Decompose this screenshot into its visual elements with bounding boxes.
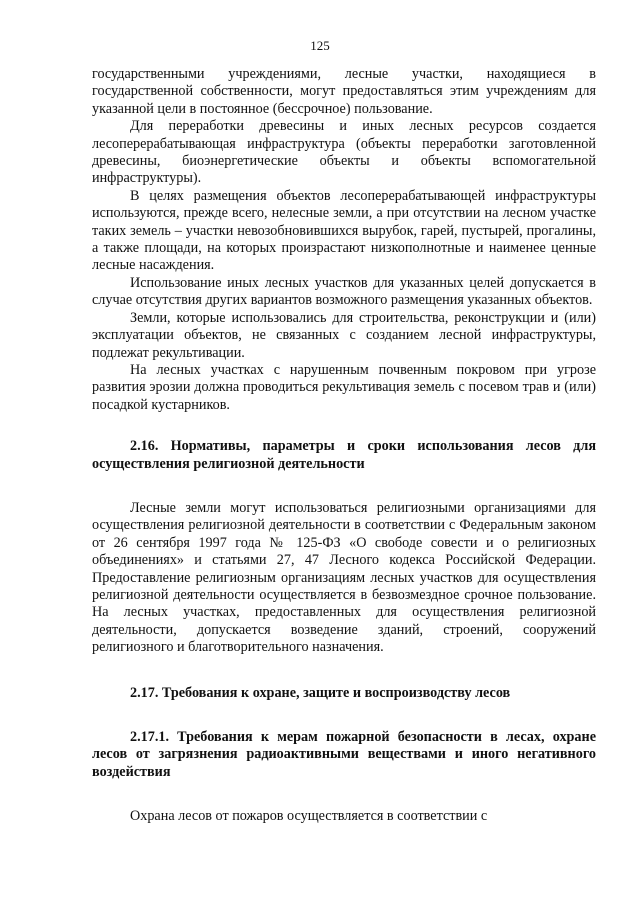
page-number: 125 xyxy=(310,38,330,53)
paragraph: На лесных участках с нарушенным почвенным покровом при угрозе развития эрозии должна проводиться рекультивация земель с посевом трав и (или) посадкой кустарников. xyxy=(92,361,596,413)
page-content xyxy=(92,66,596,826)
section-heading-2-17-1: 2.17.1. Требования к мерам пожарной безопасности в лесах, охране лесов от загрязнения радиоактивными веществами и иного негативного воздействия xyxy=(92,729,596,780)
paragraph-continued: государственными учреждениями, лесные участки, находящиеся в государственной собственности, могут предоставляться этим учреждениям для указанной цели в постоянное (бессрочное) пользование. xyxy=(92,66,596,117)
section-heading-2-17: 2.17. Требования к охране, защите и воспроизводству лесов xyxy=(130,684,511,701)
section-heading-2-16: 2.16. Нормативы, параметры и сроки использования лесов для осуществления религиозной деятельности xyxy=(92,438,596,472)
paragraph: Для переработки древесины и иных лесных ресурсов создается лесоперерабатывающая инфраструктура (объекты переработки заготовленной древесины, биоэнергетические объекты и объекты вспомогательной инфраструктуры). xyxy=(92,118,596,187)
paragraph: Земли, которые использовались для строительства, реконструкции и (или) эксплуатации объектов, не связанных с созданием лесной инфраструктуры, подлежат рекультивации. xyxy=(92,309,596,361)
section-2-16-body: Лесные земли могут использоваться религиозными организациями для осуществления религиозной деятельности в соответствии с Федеральным законом от 26 сентября 1997 года № 125-ФЗ «О свободе совести и о религиозных объединениях» и статьями 27, 47 Лесного кодекса Российской Федерации. Предоставление религиозным организациям лесных участков для осуществления религиозной деятельности осуществляется в безвозмездное срочное пользование. На лесных участках, предоставленных для осуществления религиозной деятельности, допускается возведение зданий, строений, сооружений религиозного и благотворительного назначения. xyxy=(92,499,596,656)
paragraph: В целях размещения объектов лесоперерабатывающей инфраструктуры используются, прежде всего, нелесные земли, а при отсутствии на лесном участке таких земель – участки невозобновившихся вырубок, гарей, пустырей, прогалины, а также площади, на которых произрастают низкополнотные и наименее ценные лесные насаждения. xyxy=(92,187,596,274)
section-2-17-1-body: Охрана лесов от пожаров осуществляется в соответствии с xyxy=(130,808,488,825)
paragraph: Использование иных лесных участков для указанных целей допускается в случае отсутствия других вариантов возможного размещения указанных объектов. xyxy=(92,274,596,309)
